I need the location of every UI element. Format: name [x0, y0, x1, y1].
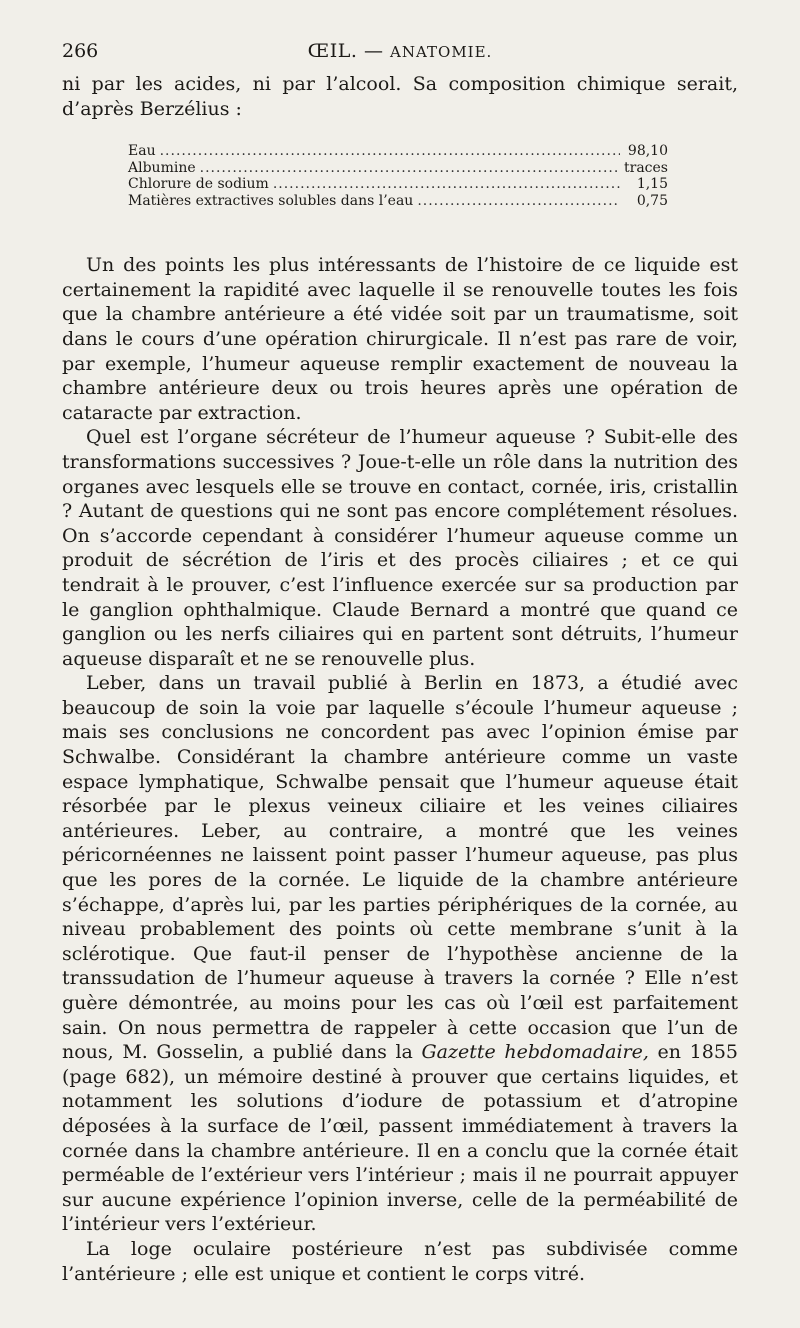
running-title	[62, 40, 738, 62]
composition-row	[128, 143, 668, 160]
leader-dots	[273, 176, 620, 193]
document-page	[62, 38, 738, 1286]
body-paragraph-1: Un des points les plus intéressants de l’histoire de ce liquide est certainement la rapidité avec laquelle il se renouvelle toutes les fois que la chambre antérieure a été vidée soit par un traumatisme, soit dans le cours d’une opération chirurgicale. Il n’est pas rare de voir, par exemple, l’humeur aqueuse remplir exactement de nouveau la chambre antérieure deux ou trois heures après une opération de cataracte par extraction.	[62, 254, 738, 424]
composition-label: Matières extractives solubles dans l’eau	[128, 192, 414, 209]
composition-row	[128, 193, 668, 210]
page-number: 266	[62, 40, 99, 62]
composition-table	[128, 143, 668, 209]
composition-label: Albumine	[128, 159, 196, 176]
running-title-main: ŒIL.	[307, 40, 358, 62]
leader-dots	[200, 160, 620, 177]
intro-paragraph: ni par les acides, ni par l’alcool. Sa composition chimique serait, d’après Berzélius :	[62, 73, 738, 120]
composition-label: Eau	[128, 143, 156, 160]
running-title-sub: ANATOMIE.	[390, 43, 493, 61]
composition-value: 98,10	[627, 143, 668, 160]
page-header	[62, 38, 738, 66]
composition-value: 0,75	[636, 192, 668, 209]
composition-value: 1,15	[636, 176, 668, 193]
journal-title: Gazette hebdomadaire,	[421, 1041, 649, 1064]
body-paragraph-2: Quel est l’organe sécréteur de l’humeur aqueuse ? Subit-elle des transformations successives ? Joue-t-elle un rôle dans la nutrition des organes avec lesquels elle se trouve en contact, cornée, iris, cristallin ? Autant de questions qui ne sont pas encore complétement résolues. On s’accorde cependant à considérer l’humeur aqueuse comme un produit de sécrétion de l’iris et des procès ciliaires ; et ce qui tendrait à le prouver, c’est l’influence exercée sur sa production par le ganglion ophthalmique. Claude Bernard a montré que quand ce ganglion ou les nerfs ciliaires qui en partent sont détruits, l’humeur aqueuse disparaît et ne se renouvelle plus.	[62, 426, 738, 670]
composition-value: traces	[624, 159, 668, 176]
body-paragraph-4: La loge oculaire postérieure n’est pas subdivisée comme l’antérieure ; elle est unique et contient le corps vitré.	[62, 1237, 738, 1285]
body-paragraph-3	[62, 671, 738, 1237]
composition-label: Chlorure de sodium	[128, 176, 269, 193]
running-title-dash: —	[364, 40, 384, 62]
composition-row	[128, 160, 668, 177]
leader-dots	[417, 193, 620, 210]
paragraph-3-text-b: en 1855 (page 682), un mémoire destiné à prouver que certains liquides, et notamment les solutions d’iodure de potassium et d’atropine déposées à la surface de l’œil, passent immédiatement à travers la cornée dans la chambre antérieure. Il en a conclu que la cornée était perméable de l’extérieur vers l’intérieur ; mais il ne pourrait appuyer sur aucune expérience l’opinion inverse, celle de la perméabilité de l’intérieur vers l’extérieur.	[62, 1041, 738, 1236]
paragraph-3-text-a: Leber, dans un travail publié à Berlin en 1873, a étudié avec beaucoup de soin la voie par laquelle s’écoule l’humeur aqueuse ; mais ses conclusions ne concordent pas avec l’opinion émise par Schwalbe. Considérant la chambre antérieure comme un vaste espace lymphatique, Schwalbe pensait que l’humeur aqueuse était résorbée par le plexus veineux ciliaire et les veines ciliaires antérieures. Leber, au contraire, a montré que les veines péricornéennes ne laissent point passer l’humeur aqueuse, pas plus que les pores de la cornée. Le liquide de la chambre antérieure s’échappe, d’après lui, par les parties périphériques de la cornée, au niveau probablement des points où cette membrane s’unit à la sclérotique. Que faut-il penser de l’hypothèse ancienne de la transsudation de l’humeur aqueuse à travers la cornée ? Elle n’est guère démontrée, au moins pour les cas où l’œil est parfaitement sain. On nous permettra de rappeler à cette occasion que l’un de nous, M. Gosselin, a publié dans la	[62, 672, 738, 1064]
leader-dots	[160, 143, 620, 160]
composition-row	[128, 176, 668, 193]
